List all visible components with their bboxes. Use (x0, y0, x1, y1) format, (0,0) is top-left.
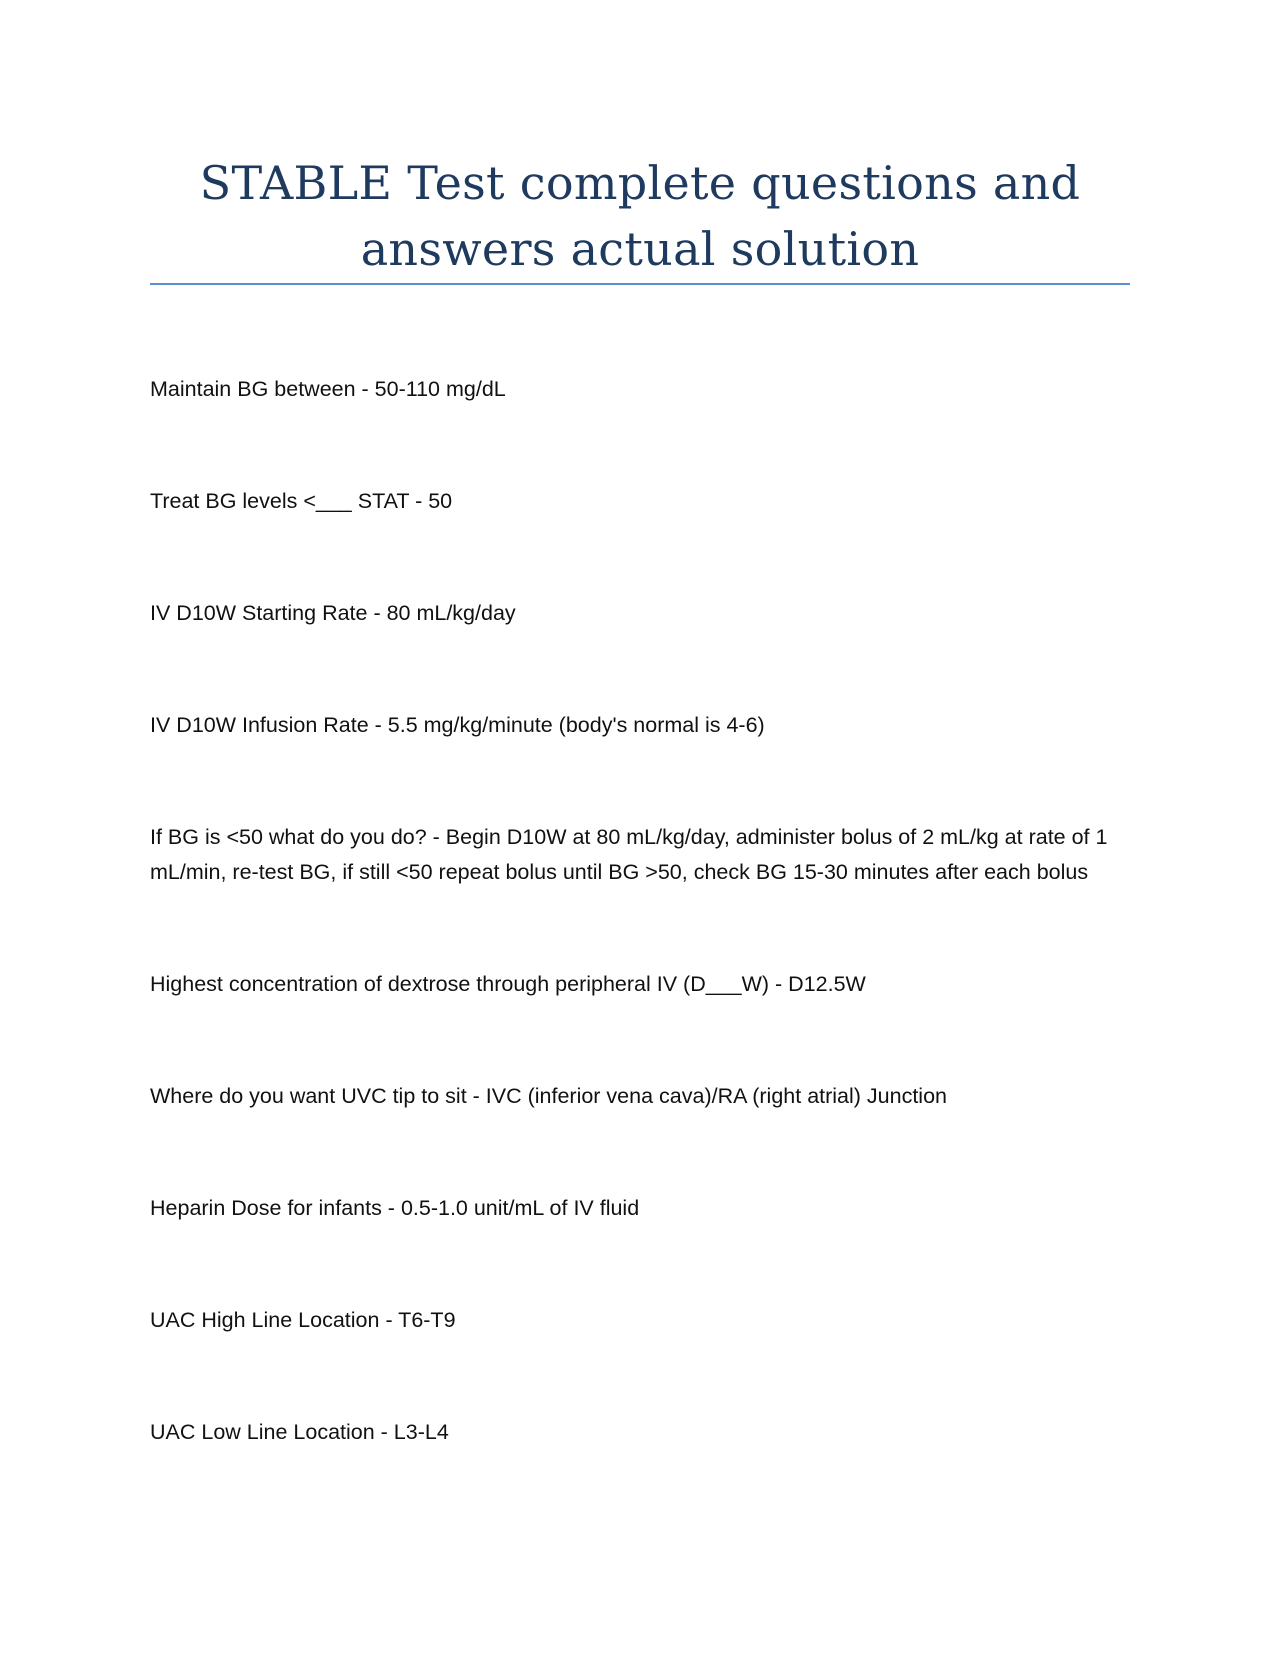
qa-list (150, 372, 1135, 1450)
title-divider (150, 283, 1130, 285)
qa-item: UAC Low Line Location - L3-L4 (150, 1420, 449, 1444)
qa-item: Maintain BG between - 50-110 mg/dL (150, 377, 506, 401)
title-block (150, 150, 1130, 282)
page-title: STABLE Test complete questions and answers actual solution (199, 156, 1081, 276)
qa-item: Treat BG levels <___ STAT - 50 (150, 489, 453, 513)
qa-item: IV D10W Starting Rate - 80 mL/kg/day (150, 601, 516, 625)
qa-item: If BG is <50 what do you do? - Begin D10W at 80 mL/kg/day, administer bolus of 2 mL/kg at rate of 1 mL/min, re-test BG, if still <50 repeat bolus until BG >50, check BG 15-30 minutes after each bolus (150, 825, 1108, 884)
qa-item: Heparin Dose for infants - 0.5-1.0 unit/mL of IV fluid (150, 1196, 640, 1220)
qa-item: IV D10W Infusion Rate - 5.5 mg/kg/minute (body's normal is 4-6) (150, 713, 765, 737)
qa-item: Where do you want UVC tip to sit - IVC (inferior vena cava)/RA (right atrial) Junction (150, 1084, 948, 1108)
qa-item: UAC High Line Location - T6-T9 (150, 1308, 456, 1332)
qa-item: Highest concentration of dextrose through peripheral IV (D___W) - D12.5W (150, 972, 866, 996)
